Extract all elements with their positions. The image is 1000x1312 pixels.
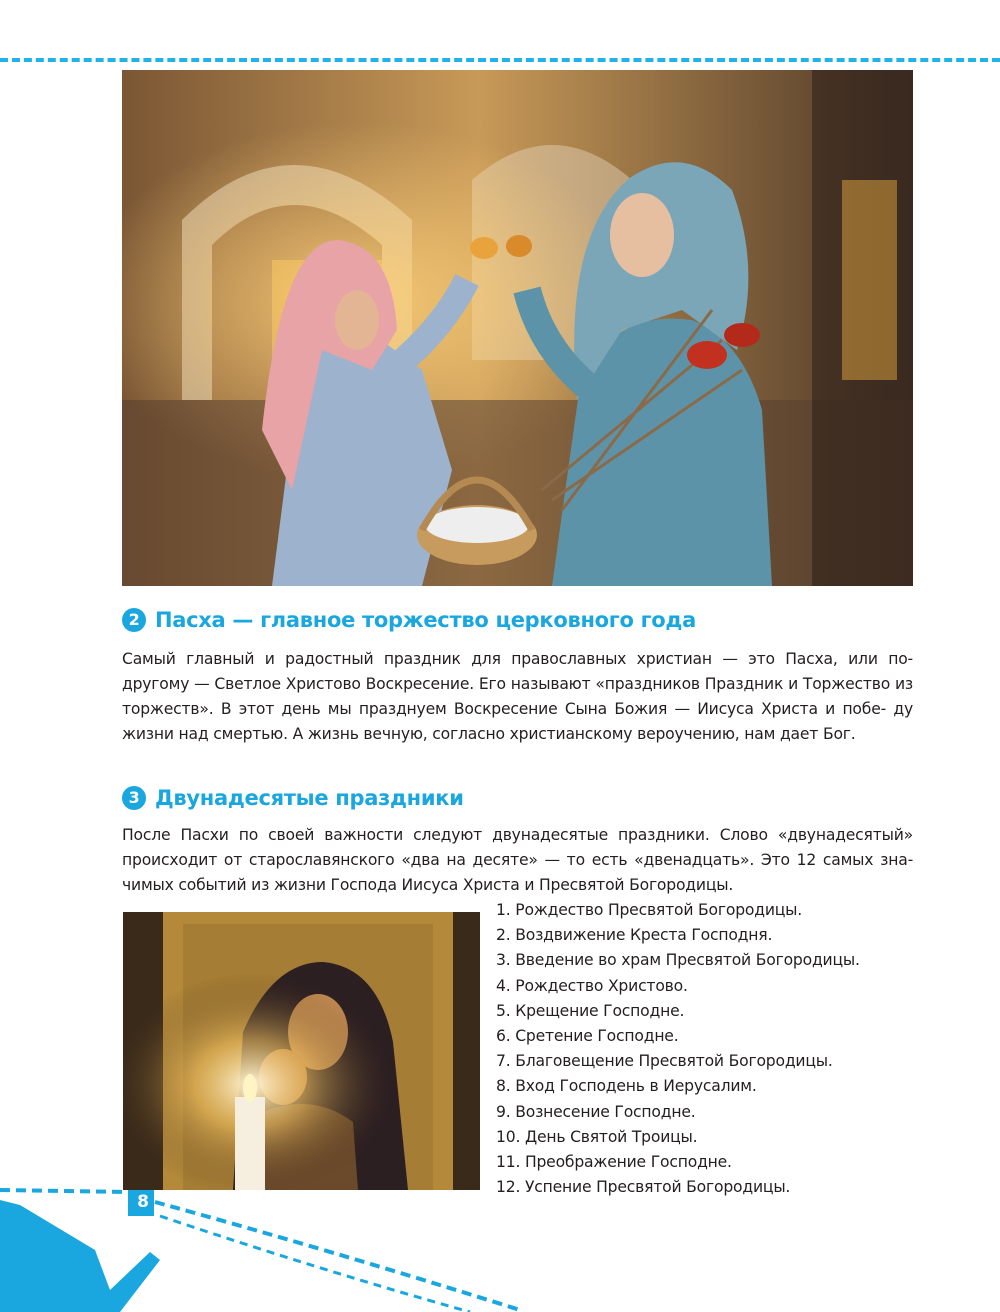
text-line: чимых событий из жизни Господа Иисуса Христа и Пресвятой Богородицы. bbox=[122, 876, 734, 894]
icon-photo bbox=[123, 912, 480, 1190]
page-number: 8 bbox=[137, 1192, 149, 1212]
top-dashed-rule bbox=[0, 58, 1000, 62]
section-title: Двунадесятые праздники bbox=[155, 786, 464, 810]
list-item: 8. Вход Господень в Иерусалим. bbox=[496, 1077, 757, 1096]
text-line: После Пасхи по своей важности следуют двунадесятые праздники. Слово «двунадесятый» bbox=[122, 826, 913, 844]
section-heading-easter bbox=[122, 608, 696, 632]
list-item: 6. Сретение Господне. bbox=[496, 1027, 679, 1046]
twelve-feasts-paragraph bbox=[122, 823, 913, 898]
text-line: из торжеств». В этот день мы празднуем Воскресение Сына Божия — Иисуса Христа и побе- bbox=[122, 675, 913, 718]
list-item: 2. Воздвижение Креста Господня. bbox=[496, 926, 773, 945]
list-item: 1. Рождество Пресвятой Богородицы. bbox=[496, 901, 803, 919]
list-item: 9. Вознесение Господне. bbox=[496, 1102, 696, 1121]
text-line: ду жизни над смертью. А жизнь вечную, согласно христианскому вероучению, нам дает Бог. bbox=[122, 700, 913, 743]
list-item: 7. Благовещение Пресвятой Богородицы. bbox=[496, 1052, 833, 1071]
section-heading-twelve-feasts bbox=[122, 786, 464, 810]
list-item: 10. День Святой Троицы. bbox=[496, 1127, 698, 1146]
easter-paragraph bbox=[122, 647, 913, 747]
list-item: 4. Рождество Христово. bbox=[496, 976, 688, 995]
list-item: 12. Успение Пресвятой Богородицы. bbox=[496, 1178, 791, 1197]
list-item: 5. Крещение Господне. bbox=[496, 1001, 685, 1020]
section-number-badge: 3 bbox=[122, 786, 146, 810]
corner-decoration bbox=[0, 1160, 520, 1312]
text-line: Самый главный и радостный праздник для православных христиан — это Пасха, или по- bbox=[122, 650, 913, 668]
section-number-badge: 2 bbox=[122, 608, 146, 632]
easter-photo bbox=[122, 70, 913, 586]
list-item: 3. Введение во храм Пресвятой Богородицы. bbox=[496, 951, 860, 970]
twelve-feasts-list bbox=[496, 898, 860, 1200]
text-line: другому — Светлое Христово Воскресение. Его называют «праздников Праздник и Торжество bbox=[122, 675, 891, 693]
section-title: Пасха — главное торжество церковного года bbox=[155, 608, 696, 632]
text-line: происходит от старославянского «два на десяте» — то есть «двенадцать». Это 12 самых зна- bbox=[122, 851, 913, 869]
list-item: 11. Преображение Господне. bbox=[496, 1153, 732, 1172]
